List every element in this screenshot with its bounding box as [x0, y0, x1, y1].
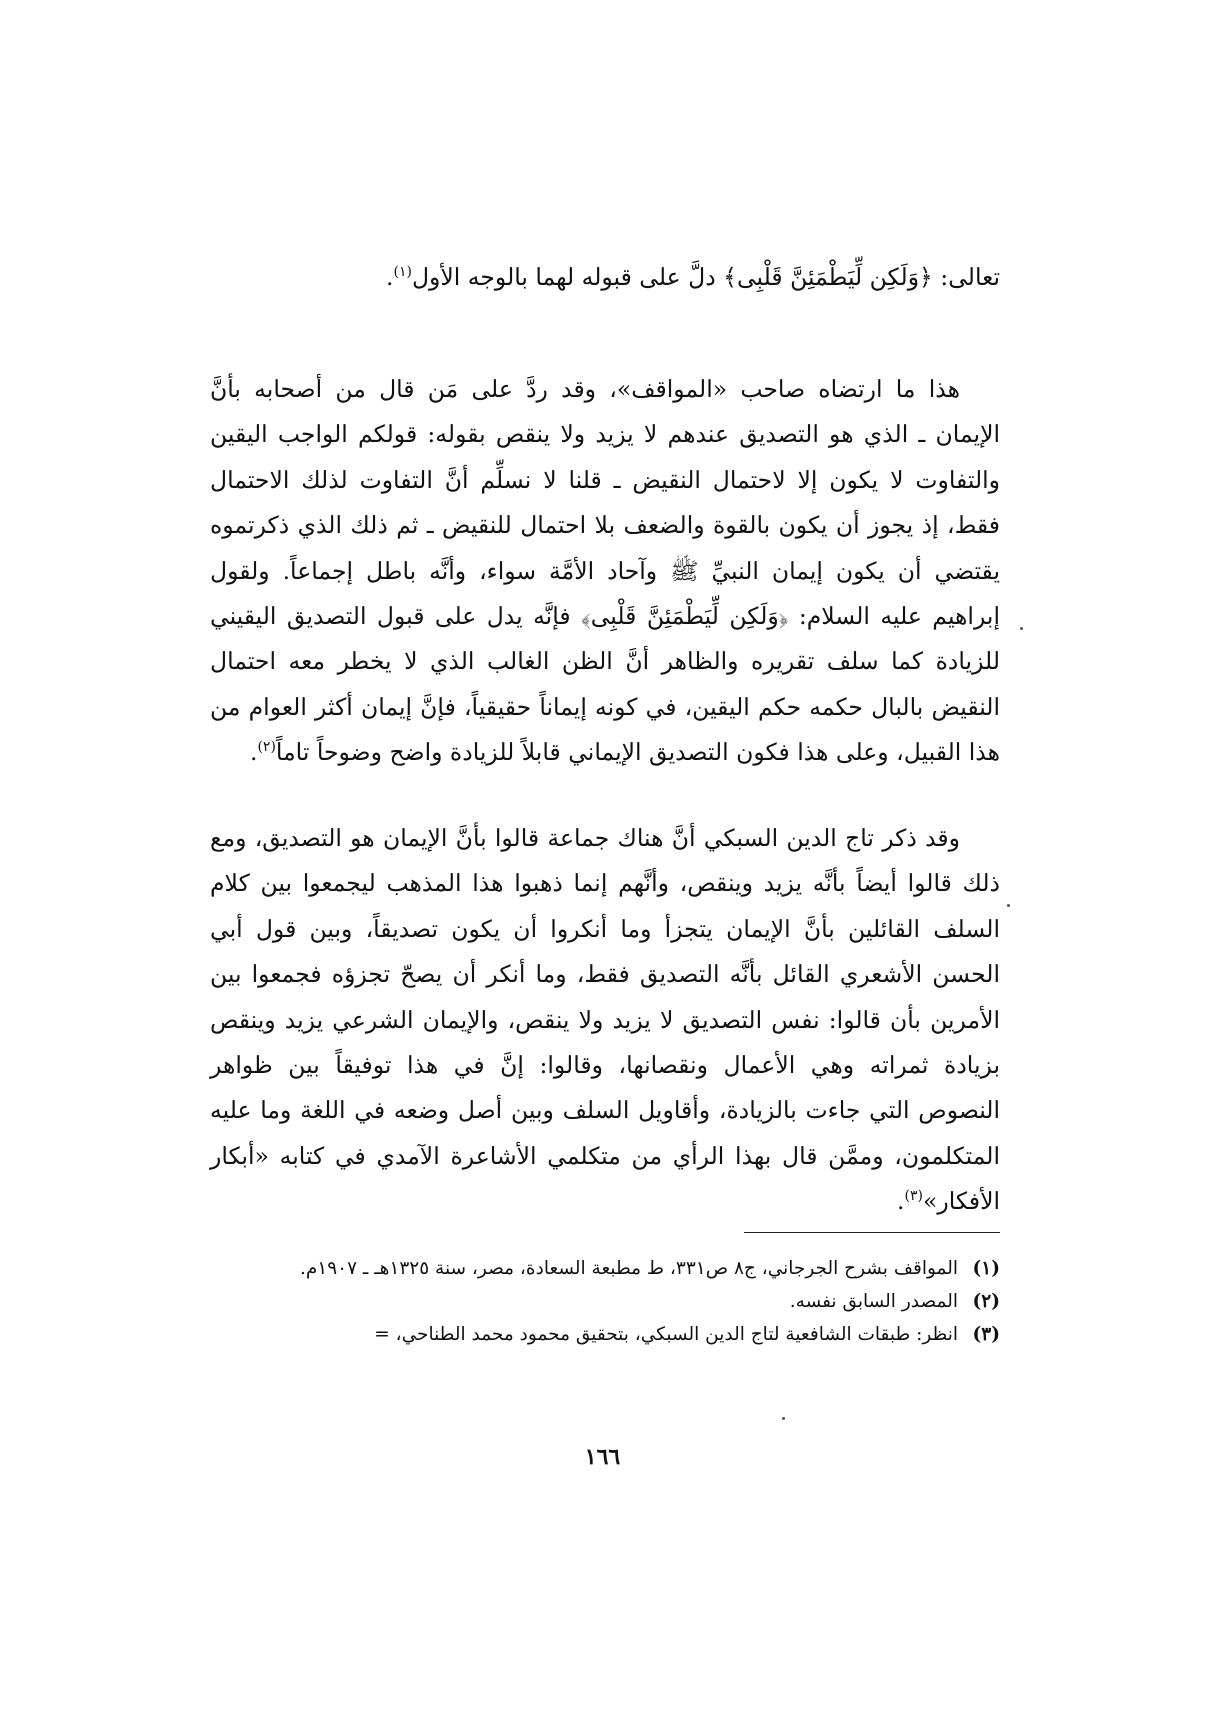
footnote-separator: [744, 1232, 1000, 1233]
footnote-number: (٣): [972, 1324, 1000, 1345]
footnote-number: (٢): [972, 1291, 1000, 1312]
paragraph-text: [210, 367, 1000, 776]
scan-speck: [1020, 627, 1023, 630]
scan-speck: [782, 1417, 785, 1420]
footnote-text: المصدر السابق نفسه.: [789, 1291, 958, 1312]
footnote-number: (١): [972, 1258, 1000, 1279]
footnote-ref-3: (٣): [904, 1188, 923, 1205]
paragraph-continuation: [210, 255, 1000, 300]
page-number: ١٦٦: [584, 1444, 621, 1470]
paragraph-end: .: [897, 1187, 905, 1216]
footnotes: [210, 1252, 1000, 1351]
footnote-1: [210, 1252, 1000, 1285]
scan-speck: [1007, 904, 1010, 907]
footnote-2: [210, 1285, 1000, 1318]
footnote-ref-2: (٢): [257, 739, 276, 756]
footnote-text: المواقف بشرح الجرجاني، ج٨ ص٣٣١، ط مطبعة السعادة، مصر، سنة ١٣٢٥هـ ـ ١٩٠٧م.: [299, 1258, 958, 1279]
paragraph-body: وقد ذكر تاج الدين السبكي أنَّ هناك جماعة قالوا بأنَّ الإيمان هو التصديق، ومع ذلك قالوا أيضاً بأنَّه يزيد وينقص، وأنَّهم إنما ذهبوا هذا المذهب ليجمعوا بين كلام السلف القائلين بأنَّ الإيمان يتجزأ وما أنكروا أن يكون تصديقاً، وبين قول أبي الحسن الأشعري القائل بأنَّه التصديق فقط، وما أنكر أن يصحّ تجزؤه فجمعوا بين الأمرين بأن قالوا: نفس التصديق لا يزيد ولا ينقص، والإيمان الشرعي يزيد وينقص بزيادة ثمراته وهي الأعمال ونقصانها، وقالوا: إنَّ في هذا توفيقاً بين ظواهر النصوص التي جاءت بالزيادة، وأقاويل السلف وبين أصل وضعه في اللغة وما عليه المتكلمون، وممَّن قال بهذا الرأي من متكلمي الأشاعرة الآمدي في كتابه «أبكار الأفكار»: [210, 824, 1000, 1216]
paragraph-body: هذا ما ارتضاه صاحب «المواقف»، وقد ردَّ على مَن قال من أصحابه بأنَّ الإيمان ـ الذي هو التصديق عندهم لا يزيد ولا ينقص بقوله: قولكم الواجب اليقين والتفاوت لا يكون إلا لاحتمال النقيض ـ قلنا لا نسلِّم أنَّ التفاوت لذلك الاحتمال فقط، إذ يجوز أن يكون بالقوة والضعف بلا احتمال للنقيض ـ ثم ذلك الذي ذكرتموه يقتضي أن يكون إيمان النبيِّ ﷺ وآحاد الأمَّة سواء، وأنَّه باطل إجماعاً. ولقول إبراهيم عليه السلام: ﴿وَلَكِن لِّيَطْمَئِنَّ قَلْبِى﴾ فإنَّه يدل على قبول التصديق اليقيني للزيادة كما سلف تقريره والظاهر أنَّ الظن الغالب الذي لا يخطر معه احتمال النقيض بالبال حكمه حكم اليقين، في كونه إيماناً حقيقياً، فإنَّ إيمان أكثر العوام من هذا القبيل، وعلى هذا فكون التصديق الإيماني قابلاً للزيادة واضح وضوحاً تاماً: [210, 375, 1000, 767]
paragraph-text: [210, 816, 1000, 1225]
paragraph-subki: [210, 816, 1000, 1225]
paragraph-body: تعالى: ﴿وَلَكِن لِّيَطْمَئِنَّ قَلْبِى﴾ دلَّ على قبوله لهما بالوجه الأول: [411, 263, 1000, 291]
footnote-text: انظر: طبقات الشافعية لتاج الدين السبكي، بتحقيق محمود محمد الطناحي، =: [374, 1324, 958, 1345]
paragraph-end: .: [249, 738, 258, 767]
paragraph-end: .: [386, 263, 394, 291]
paragraph-text: [210, 255, 1000, 300]
paragraph-mawaqif: [210, 367, 1000, 776]
footnote-ref-1: (١): [393, 264, 412, 281]
footnote-3: [210, 1318, 1000, 1351]
